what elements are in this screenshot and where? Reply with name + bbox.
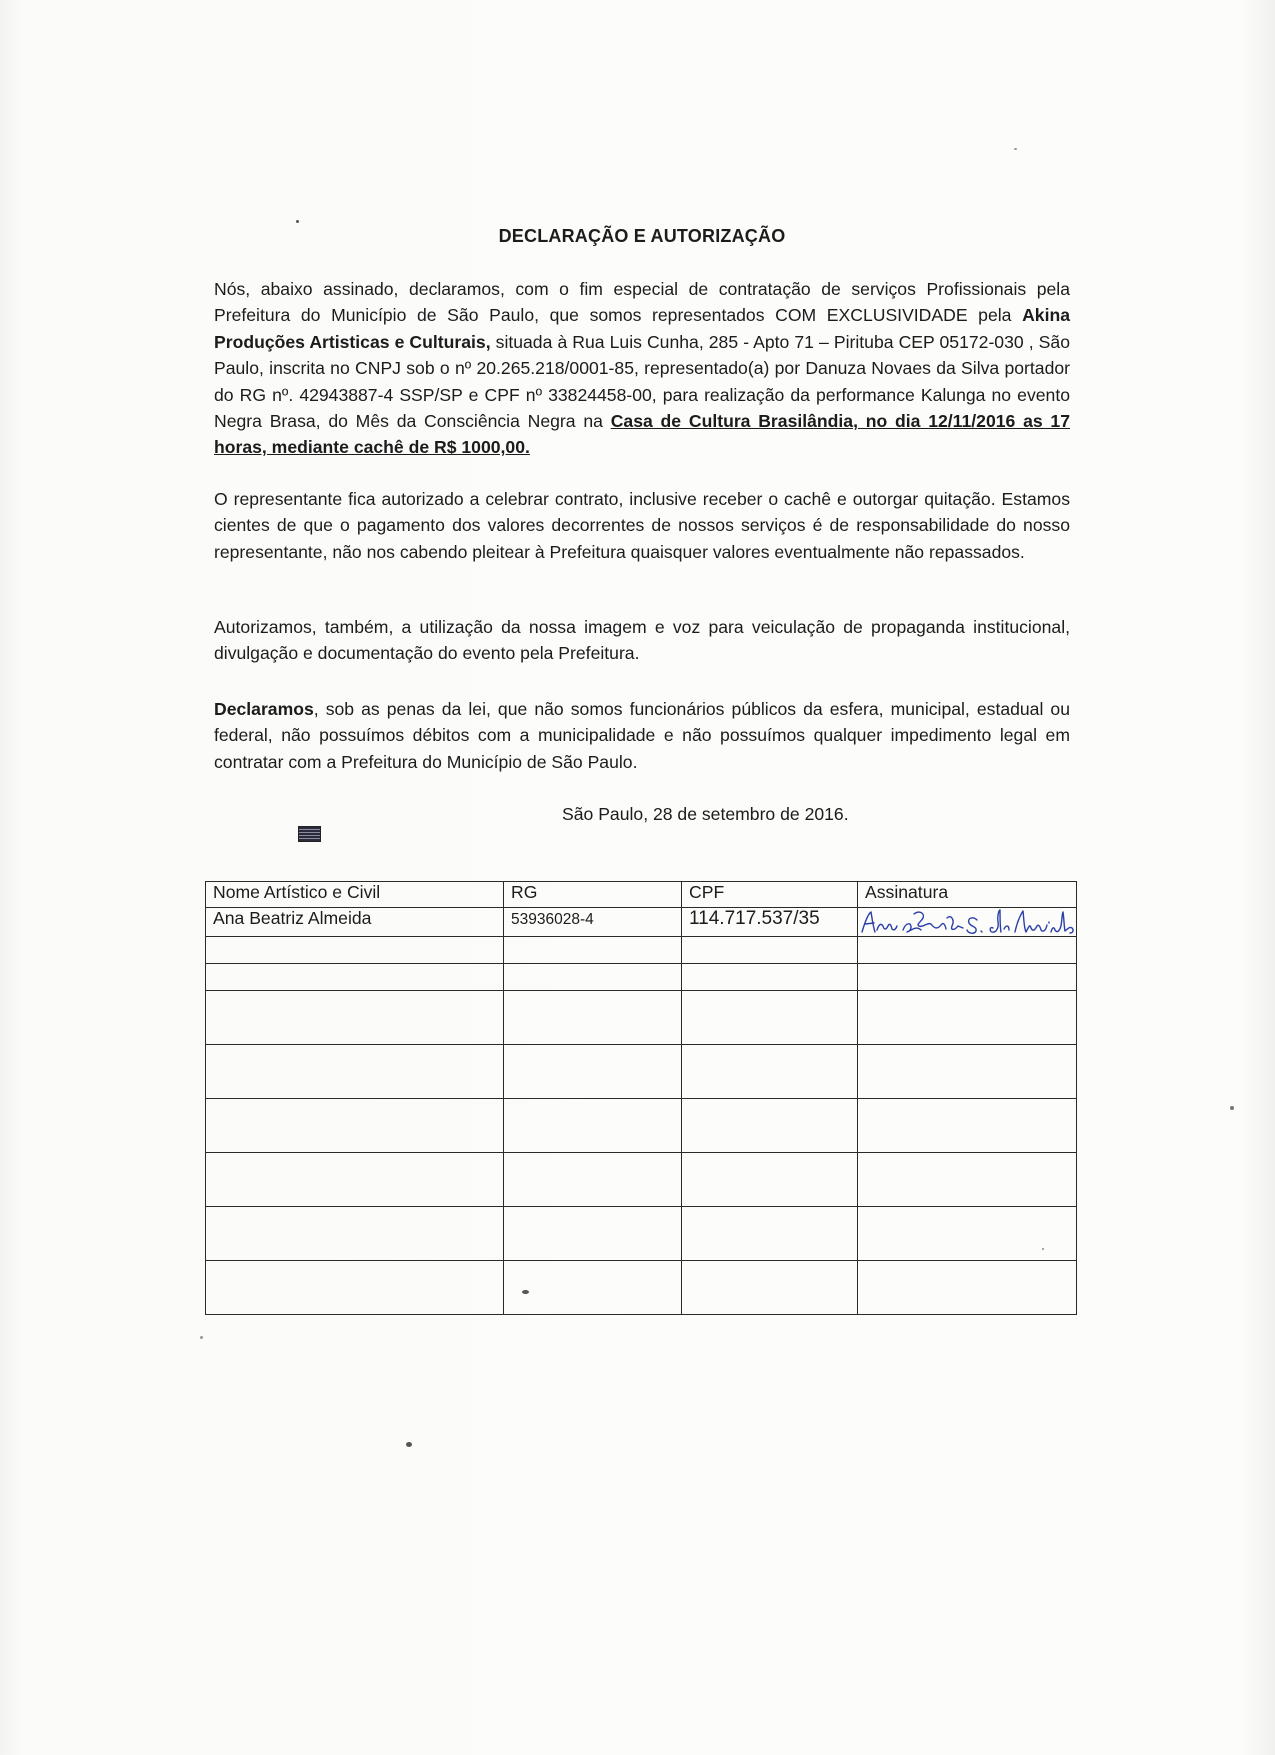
paragraph-image-rights: Autorizamos, também, a utilização da nossa imagem e voz para veiculação de propaganda institucional, divulgação e documentação do evento pela Prefeitura.: [214, 617, 1070, 664]
legal-declaration-lead: Declaramos: [214, 699, 314, 719]
table-row: [206, 937, 1077, 964]
paragraph-declaration: [214, 276, 1070, 461]
scan-speck: [1014, 148, 1017, 150]
cell-cpf: 114.717.537/35: [682, 908, 858, 937]
header-signature: Assinatura: [858, 882, 1077, 908]
header-name: Nome Artístico e Civil: [206, 882, 504, 908]
header-rg: RG: [504, 882, 682, 908]
legal-declaration-text: , sob as penas da lei, que não somos funcionários públicos da esfera, municipal, estadual ou federal, não possuímos débitos com a municipalidade e não possuímos qualquer impedimento legal em contratar com a Prefeitura do Município de São Paulo.: [214, 699, 1070, 772]
table-row: [206, 991, 1077, 1045]
company-name: Akina Produções Artisticas e Culturais,: [214, 305, 1070, 352]
scan-speck: [1230, 1106, 1234, 1110]
table-row: [206, 1153, 1077, 1207]
handwritten-signature: [859, 908, 1077, 936]
signature-table: [205, 881, 1077, 1315]
scan-speck: [296, 220, 299, 223]
header-cpf: CPF: [682, 882, 858, 908]
scan-speck: [406, 1442, 412, 1447]
table-row: [206, 964, 1077, 991]
scan-speck: [522, 1290, 529, 1294]
scan-speck: [200, 1336, 203, 1339]
cell-rg: 53936028-4: [504, 908, 682, 937]
venue-and-fee: Casa de Cultura Brasilândia, no dia 12/11/2016 as 17 horas, mediante cachê de R$ 1000,00.: [214, 411, 1071, 458]
table-row: [206, 1045, 1077, 1099]
paragraph-declaration-text-2: situada à Rua Luis Cunha, 285 - Apto 71 – Pirituba CEP 05172-030 , São Paulo, inscrita no CNPJ sob o nº 20.265.218/0001-85, representado(a) por Danuza Novaes da Silva portador do RG nº. 42943887-4 SSP/SP e CPF nº 33824458-00, para realização da performance Kalunga no evento Negra Brasa, do Mês da Consciência Negra na: [214, 331, 1070, 432]
table-row: [206, 1261, 1077, 1315]
table-row: [206, 1099, 1077, 1153]
cell-name: Ana Beatriz Almeida: [206, 908, 504, 937]
paragraph-declaration-text-1: Nós, abaixo assinado, declaramos, com o fim especial de contratação de serviços Profissionais pela Prefeitura do Município de São Paulo, que somos representados COM EXCLUSIVIDADE pela: [214, 279, 1070, 326]
paragraph-legal-declaration: [214, 696, 1070, 775]
scan-speck: [1042, 1248, 1044, 1250]
printer-mark-icon: [298, 826, 321, 842]
date-line: São Paulo, 28 de setembro de 2016.: [562, 804, 849, 824]
paragraph-authorization: O representante fica autorizado a celebrar contrato, inclusive receber o cachê e outorgar quitação. Estamos cientes de que o pagamento dos valores decorrentes de nossos serviços é de responsabilidade do nosso representante, não nos cabendo pleitear à Prefeitura quaisquer valores eventualmente não repassados.: [214, 489, 1070, 562]
table-header-row: [206, 882, 1077, 908]
document-title: DECLARAÇÃO E AUTORIZAÇÃO: [498, 226, 786, 246]
table-row: [206, 908, 1077, 937]
table-row: [206, 1207, 1077, 1261]
cell-signature: [858, 908, 1077, 937]
